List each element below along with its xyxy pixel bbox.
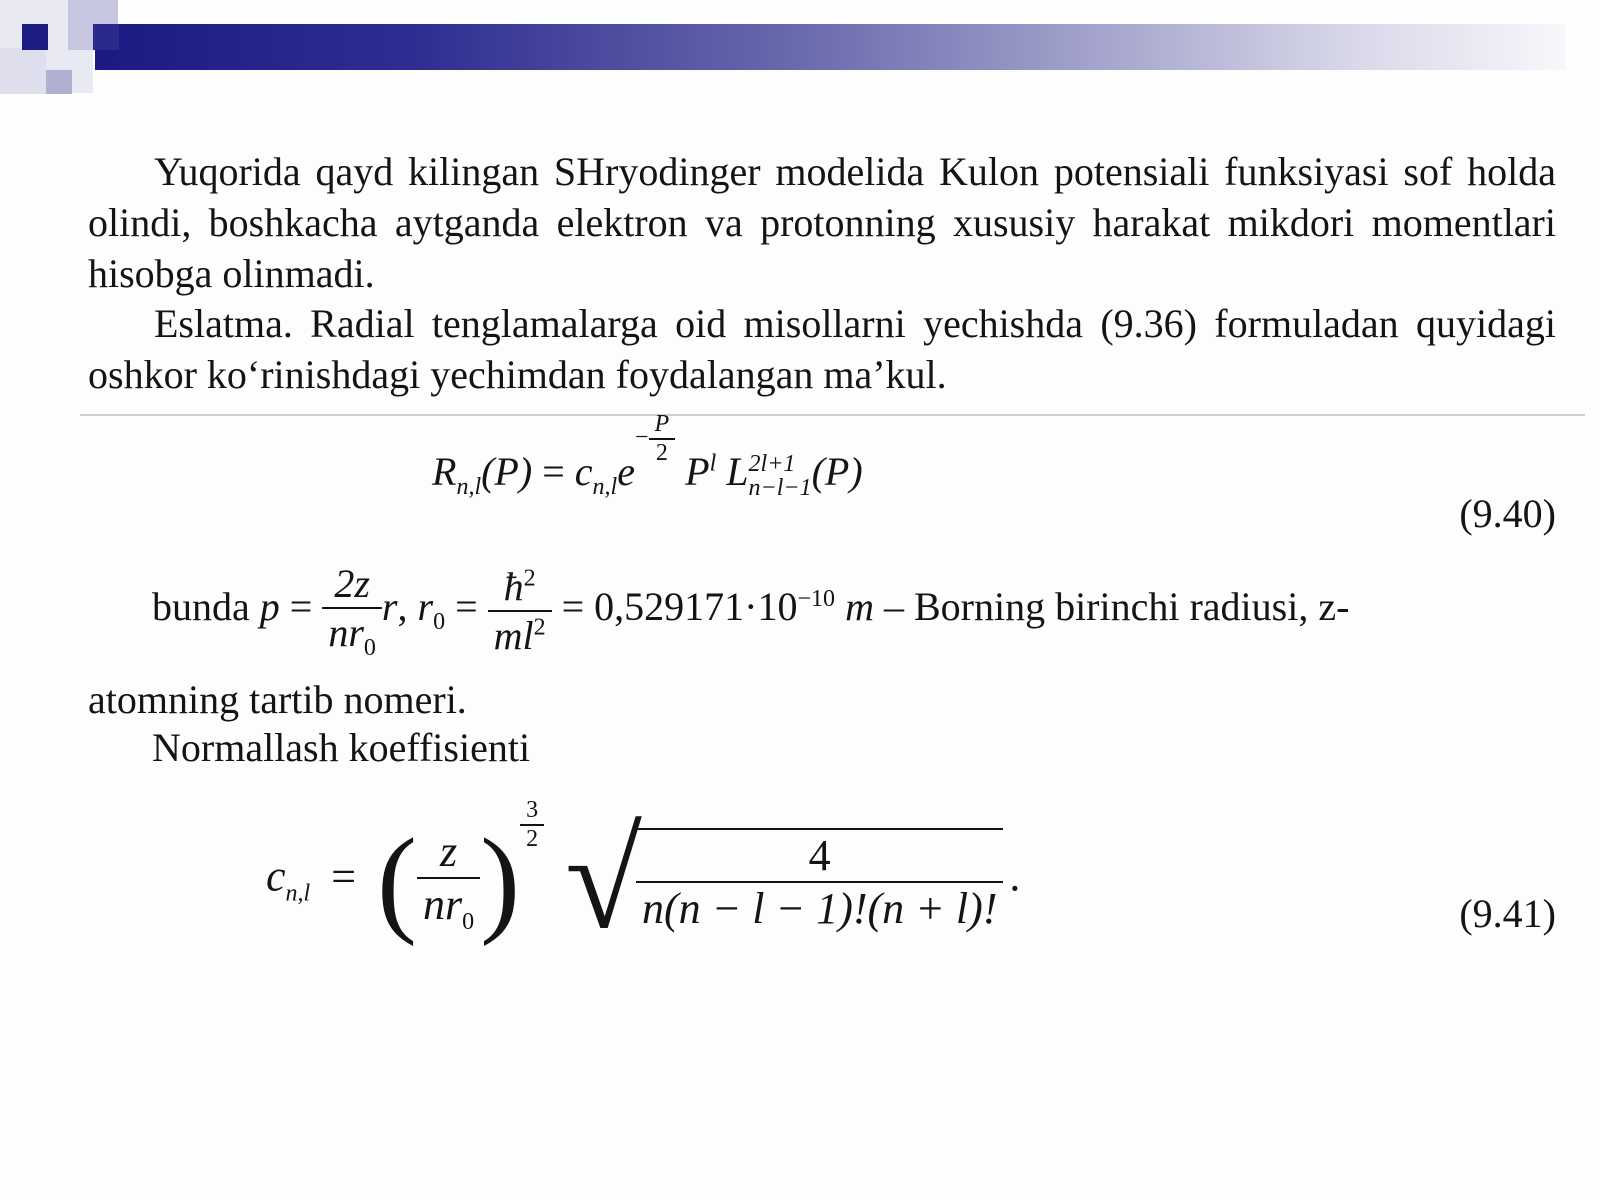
eq1-coef: c: [574, 449, 593, 494]
equation-9-41: $c_{n,l}$ = ( $\frac{z}{nr_0}$ ) $\frac{3}{2}$ √ $\frac{4}{n(n - l - 1)!(n + l)!}$ .: [266, 797, 1021, 958]
eq1-exp-base: e: [617, 449, 635, 494]
paragraph-note: [88, 298, 1556, 400]
eq2-frac-z-nr0: $\frac{z}{nr_0}$: [417, 826, 480, 936]
eq2-sqrt-frac: $\frac{4}{n(n - l - 1)!(n + l)!}$: [636, 828, 1003, 934]
divider-line: [80, 414, 1585, 416]
eq1-coef-sub: n,l: [592, 474, 618, 500]
def-word-bunda: bunda: [152, 584, 250, 630]
eq1-pow-exp: l: [709, 450, 717, 477]
slide-header-decoration: [0, 0, 1600, 110]
eq1-poly-arg: (P): [811, 449, 863, 494]
equation-number-9-41: (9.41): [1459, 891, 1556, 936]
decor-square: [0, 48, 46, 94]
paragraph-intro: [88, 146, 1556, 299]
eq1-lhs-sub: n,l: [456, 474, 482, 500]
def-bohr-exp: −10: [797, 585, 836, 612]
equation-number-9-40: (9.40): [1459, 491, 1556, 536]
equation-9-40: $R_{n,l}(P) = c_{n,l}e-$ $\frac{P}{2}$ $P^l$ L 2l+1 n−l−1 (P): [432, 411, 863, 501]
eq1-exponent: − $\frac{P}{2}$: [635, 411, 675, 467]
decor-square: [22, 24, 48, 50]
def-frac-2z-nr0: $\frac{2z}{nr_0}$: [322, 560, 382, 662]
header-gradient-bar: [95, 24, 1565, 70]
normalization-heading: Normallash koeffisienti: [152, 725, 531, 770]
def-continuation: atomning tartib nomeri.: [88, 677, 467, 722]
def-frac-hbar-ml: $\frac{ħ^2}{ml^2}$: [488, 563, 552, 659]
def-p: p: [259, 584, 280, 630]
eq1-poly-sup: 2l+1: [748, 450, 796, 477]
eq2-exponent: $\frac{3}{2}$: [520, 797, 544, 853]
eq1-pow-base: P: [685, 449, 710, 494]
decor-square: [93, 24, 119, 50]
eq2-lhs: c: [266, 851, 286, 901]
eq2-lhs-sub: n,l: [285, 880, 311, 907]
paragraph-intro-text: Yuqorida qayd kilingan SHryodinger modelida Kulon potensiali funksiyasi sof holda olindi, boshkacha aytganda elektron va protonning xususiy harakat mikdori momentlari hisobga olinmadi.: [88, 149, 1556, 296]
def-unit: m: [845, 584, 874, 630]
eq1-lhs: R: [432, 449, 457, 494]
definitions-line: bunda p = $\frac{2z}{nr_0}$ r, $r_0$ = $\frac{ħ^2}{ml^2}$ = $0,529171\cdot 10^{-10}$ m – Borning birinchi radiusi, z-: [152, 561, 1350, 661]
def-r: r: [381, 584, 398, 630]
eq1-poly: L: [726, 449, 749, 494]
eq1-arg: (P): [481, 449, 533, 494]
def-r0: r: [417, 584, 434, 630]
eq1-poly-sub: n−l−1: [748, 474, 812, 501]
paragraph-note-text: Eslatma. Radial tenglamalarga oid misollarni yechishda (9.36) formuladan quyidagi oshkor ko‘rinishdagi yechimdan foydalangan ma’kul.: [88, 301, 1556, 397]
def-tail-text: – Borning birinchi radiusi, z-: [883, 584, 1350, 630]
decor-square: [46, 70, 72, 94]
def-bohr-value: = 0,529171·10: [561, 584, 798, 630]
